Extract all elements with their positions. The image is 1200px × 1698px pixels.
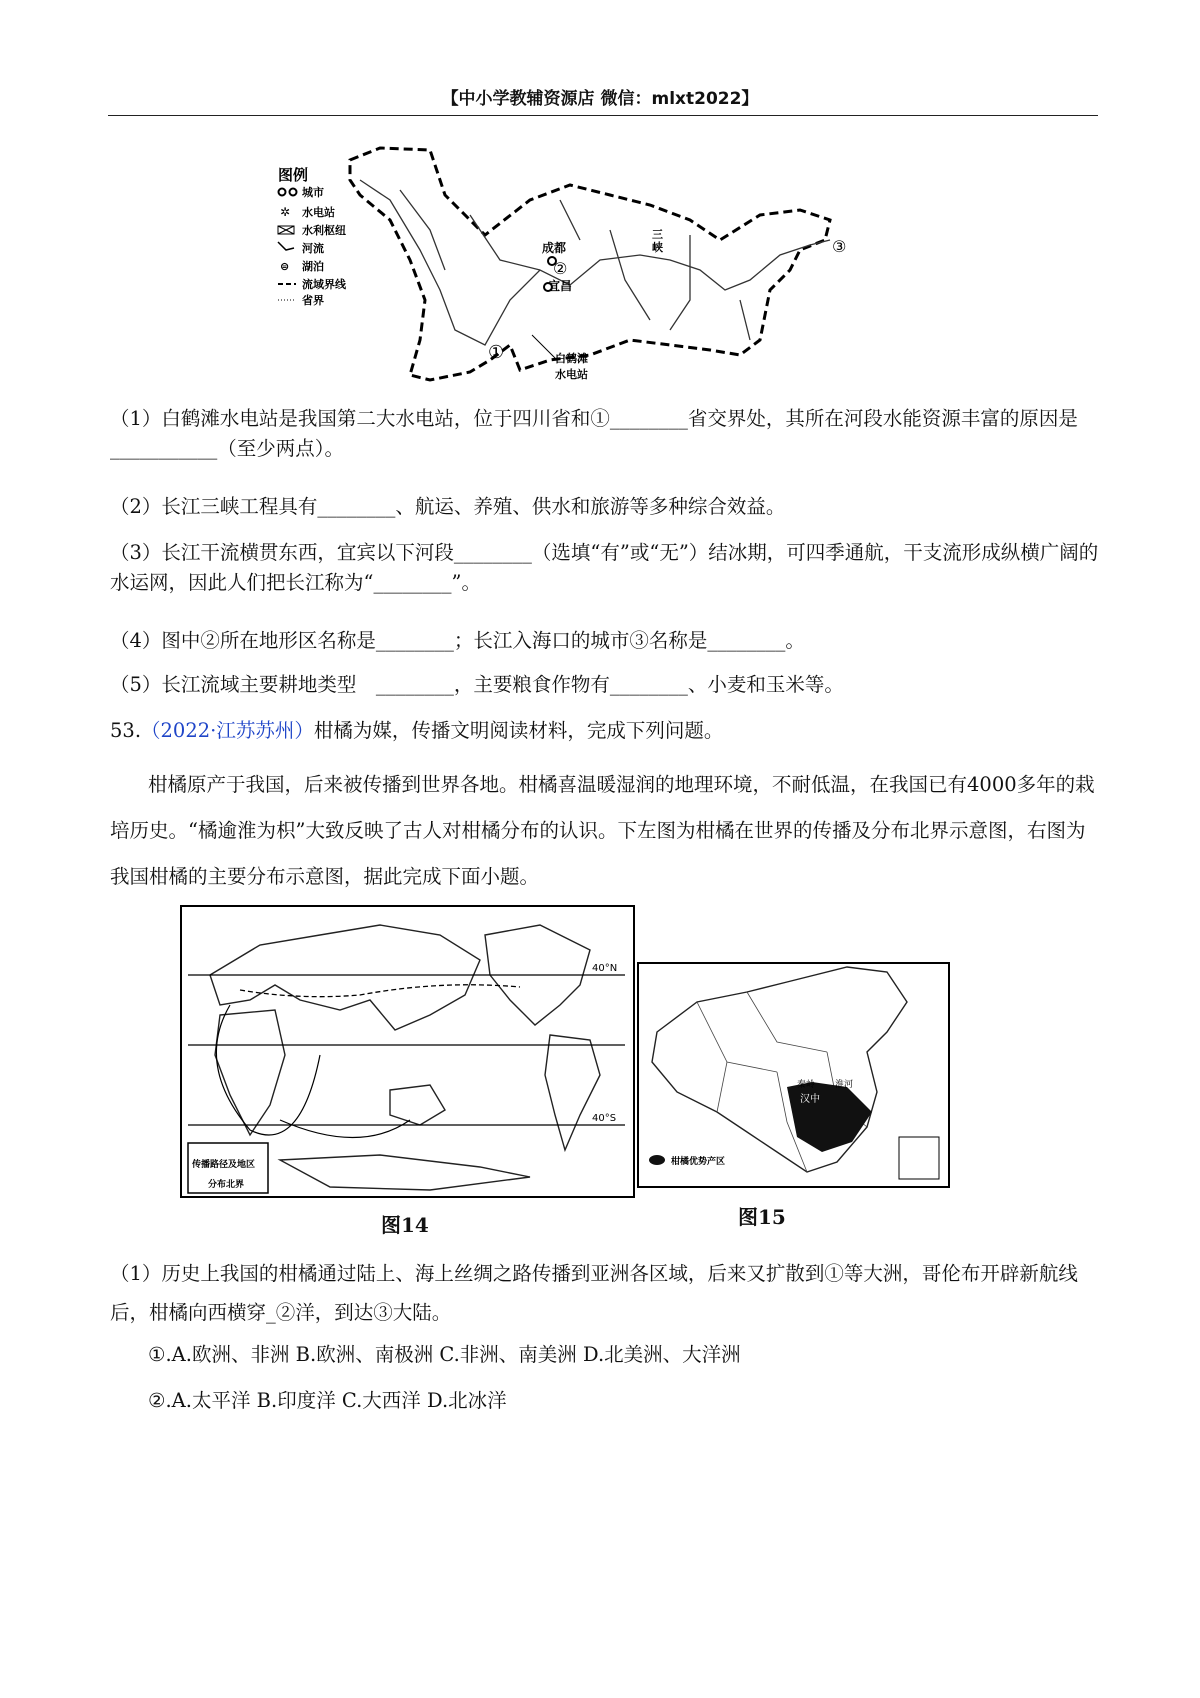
q53-material: 柑橘原产于我国，后来被传播到世界各地。柑橘喜温暖湿润的地理环境，不耐低温，在我国已有4000多年的栽培历史。“橘逾淮为枳”大致反映了古人对柑橘分布的认识。下左图为柑橘在世界的传播及分布北界示意图，右图为我国柑橘的主要分布示意图，据此完成下面小题。 — [110, 773, 1095, 888]
svg-text:40°N: 40°N — [592, 963, 618, 974]
svg-text:秦岭: 秦岭 — [797, 1080, 816, 1090]
q52-sub5: （5）长江流域主要耕地类型 ________，主要粮食作物有________、小麦和玉米等。 — [110, 673, 844, 696]
china-map-fig15 — [637, 962, 950, 1190]
svg-text:峡: 峡 — [652, 241, 663, 254]
svg-text:⊜: ⊜ — [280, 260, 290, 273]
q53-options-2: ②.A.太平洋 B.印度洋 C.大西洋 D.北冰洋 — [148, 1389, 507, 1412]
svg-text:三: 三 — [652, 228, 663, 241]
svg-text:宜昌: 宜昌 — [548, 279, 573, 293]
q53-heading — [110, 716, 1100, 746]
page-header: 【中小学教辅资源店 微信：mlxt2022】 — [441, 89, 759, 109]
svg-text:流域界线: 流域界线 — [302, 278, 346, 291]
q52-sub1: （1）白鹤滩水电站是我国第二大水电站，位于四川省和①________省交界处，其所在河段水能资源丰富的原因是___________（至少两点）。 — [110, 407, 1078, 461]
svg-text:白鹤滩: 白鹤滩 — [555, 352, 588, 365]
svg-text:柑橘优势产区: 柑橘优势产区 — [671, 1157, 726, 1167]
q52-sub2: （2）长江三峡工程具有________、航运、养殖、供水和旅游等多种综合效益。 — [110, 495, 786, 518]
q53-source-link[interactable]: （2022·江苏苏州） — [141, 719, 314, 742]
map-legend — [278, 166, 347, 307]
svg-text:淮河: 淮河 — [835, 1080, 854, 1090]
svg-text:传播路径及地区: 传播路径及地区 — [192, 1160, 256, 1170]
svg-text:湖泊: 湖泊 — [302, 260, 324, 273]
q53-title: 柑橘为媒，传播文明阅读材料，完成下列问题。 — [313, 719, 724, 742]
svg-text:40°S: 40°S — [592, 1113, 617, 1124]
q52-sub4: （4）图中②所在地形区名称是________；长江入海口的城市③名称是________。 — [110, 629, 805, 652]
svg-text:河流: 河流 — [302, 242, 324, 255]
svg-text:图例: 图例 — [278, 166, 309, 184]
q53-number: 53. — [110, 719, 142, 742]
svg-text:水利枢纽: 水利枢纽 — [302, 224, 346, 237]
svg-text:③: ③ — [832, 237, 847, 256]
svg-text:水电站: 水电站 — [302, 206, 335, 219]
q53-sub1: （1）历史上我国的柑橘通过陆上、海上丝绸之路传播到亚洲各区域，后来又扩散到①等大洲，哥伦布开辟新航线后，柑橘向西横穿_②洋，到达③大陆。 — [110, 1262, 1078, 1324]
yangtze-basin-map — [270, 140, 920, 390]
svg-text:水电站: 水电站 — [555, 368, 588, 381]
svg-text:✲: ✲ — [280, 205, 291, 219]
q52-sub3: （3）长江干流横贯东西，宜宾以下河段________（选填“有”或“无”）结冰期，可四季通航，干支流形成纵横广阔的水运网，因此人们把长江称为“________”。 — [110, 541, 1099, 595]
fig14-caption: 图14 — [381, 1213, 429, 1237]
header-rule — [108, 115, 1098, 116]
fig15-caption: 图15 — [738, 1205, 786, 1229]
svg-text:城市: 城市 — [302, 186, 324, 199]
world-map-fig14 — [180, 905, 635, 1200]
svg-text:省界: 省界 — [302, 294, 324, 307]
svg-text:分布北界: 分布北界 — [208, 1180, 245, 1190]
svg-text:成都: 成都 — [542, 241, 567, 255]
q53-options-1: ①.A.欧洲、非洲 B.欧洲、南极洲 C.非洲、南美洲 D.北美洲、大洋洲 — [148, 1343, 741, 1366]
basin-boundary — [350, 148, 830, 380]
svg-text:①: ① — [488, 342, 505, 363]
rivers — [360, 180, 830, 345]
svg-text:汉中: 汉中 — [800, 1094, 820, 1105]
svg-text:②: ② — [553, 259, 568, 278]
